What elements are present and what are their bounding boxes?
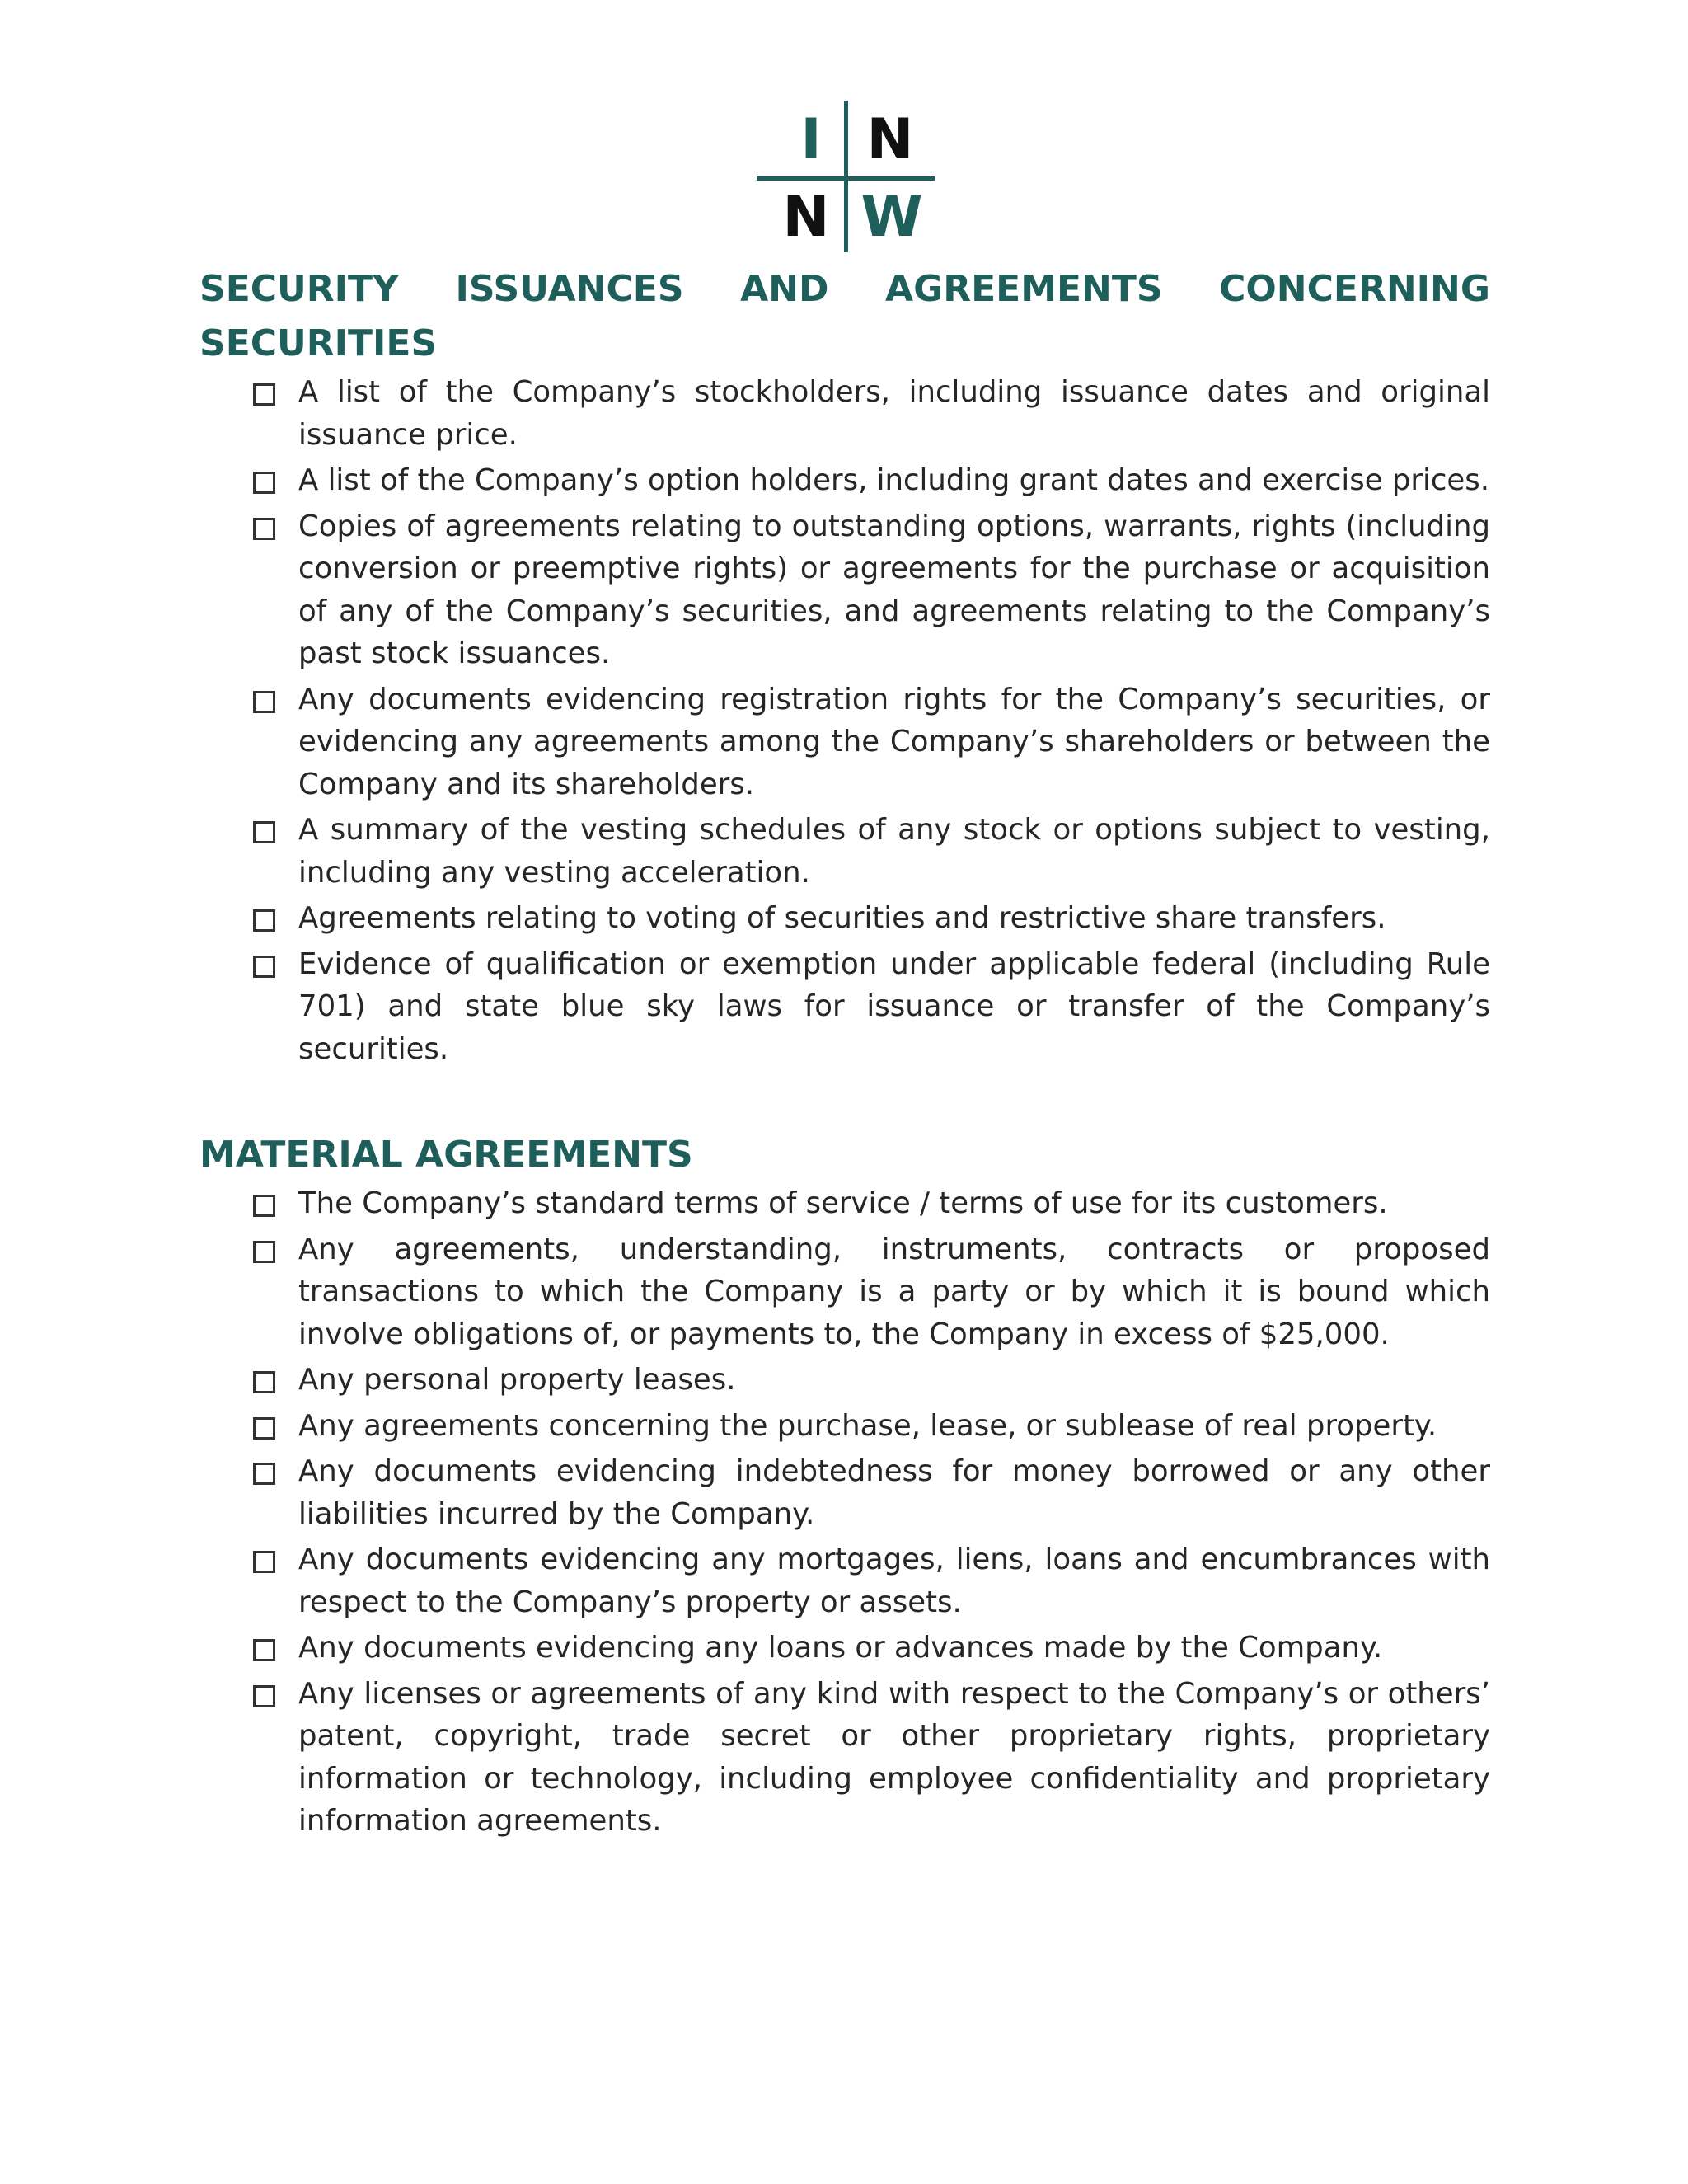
checklist-item-text: Agreements relating to voting of securities and restrictive share transfers. [298, 901, 1386, 935]
checklist-item-text: Any agreements concerning the purchase, lease, or sublease of real property. [298, 1408, 1437, 1443]
checklist-item [199, 371, 1490, 456]
checklist-item-text: Evidence of qualification or exemption under applicable federal (including Rule 701) and state blue sky laws for issuance or transfer of the Company’s securities. [298, 946, 1490, 1066]
checkbox[interactable] [253, 472, 275, 494]
checkbox[interactable] [253, 1551, 275, 1573]
checklist-item-text: Any licenses or agreements of any kind with respect to the Company’s or others’ patent, copyright, trade secret or other proprietary rights, proprietary information or technology, including employee confidentiality and proprietary information agreements. [298, 1676, 1490, 1838]
logo-letter-n-top: N [866, 107, 914, 172]
checklist-item-text: A list of the Company’s stockholders, including issuance dates and original issuance price. [298, 375, 1490, 452]
checklist-item-text: Any documents evidencing any mortgages, liens, loans and encumbrances with respect to the Company’s property or assets. [298, 1543, 1490, 1619]
logo-letter-n-bottom: N [782, 185, 830, 250]
section-title-security-issuances [199, 262, 1490, 371]
checklist-item [199, 1673, 1490, 1843]
checkbox[interactable] [253, 909, 275, 932]
checklist-item [199, 1538, 1490, 1623]
checklist-item-text: Any personal property leases. [298, 1363, 736, 1397]
checkbox[interactable] [253, 1417, 275, 1440]
checkbox[interactable] [253, 1195, 275, 1217]
checklist-item-text: Copies of agreements relating to outstanding options, warrants, rights (including conversion or preemptive rights) or agreements for the purchase or acquisition of any of the Company’s securities, and agreements relating to the Company’s past stock issuances. [298, 509, 1490, 670]
checkbox[interactable] [253, 1685, 275, 1707]
checklist-item-text: Any agreements, understanding, instruments, contracts or proposed transactions to which the Company is a party or by which it is bound which involve obligations of, or payments to, the Company in excess of $25,000. [298, 1232, 1490, 1351]
checkbox[interactable] [253, 1371, 275, 1393]
section-title-material-agreements [199, 1128, 1490, 1182]
checklist-material-agreements [199, 1182, 1490, 1843]
checkbox[interactable] [253, 956, 275, 978]
checkbox[interactable] [253, 1241, 275, 1263]
checkbox[interactable] [253, 691, 275, 713]
company-logo [757, 99, 935, 257]
checklist-item-text: Any documents evidencing any loans or advances made by the Company. [298, 1631, 1383, 1665]
checklist-item [199, 1359, 1490, 1402]
checkbox[interactable] [253, 1463, 275, 1485]
checklist-item [199, 1228, 1490, 1356]
section-title-line: SECURITIES [199, 322, 438, 364]
section-title-line: MATERIAL AGREEMENTS [199, 1134, 693, 1176]
checklist-item [199, 1627, 1490, 1670]
checkbox[interactable] [253, 821, 275, 843]
checklist-item-text: The Company’s standard terms of service / terms of use for its customers. [298, 1186, 1388, 1220]
document-body [199, 262, 1490, 1846]
checkbox[interactable] [253, 383, 275, 406]
checklist-item [199, 459, 1490, 502]
checklist-item [199, 505, 1490, 675]
checklist-item [199, 943, 1490, 1071]
checklist-item [199, 1182, 1490, 1225]
logo-letter-i: I [800, 107, 822, 172]
checklist-item [199, 897, 1490, 940]
checkbox[interactable] [253, 518, 275, 540]
checklist-item [199, 1450, 1490, 1535]
checklist-item [199, 679, 1490, 806]
logo-horizontal-rule [757, 176, 935, 181]
checklist-item-text: Any documents evidencing indebtedness for money borrowed or any other liabilities incurred by the Company. [298, 1454, 1490, 1531]
checklist-item [199, 809, 1490, 894]
checklist-item-text: A list of the Company’s option holders, including grant dates and exercise prices. [298, 463, 1490, 497]
checklist-item-text: A summary of the vesting schedules of any stock or options subject to vesting, including any vesting acceleration. [298, 813, 1490, 890]
checklist-security-issuances [199, 371, 1490, 1070]
logo-letter-w: W [860, 185, 923, 250]
section-title-line: SECURITY ISSUANCES AND AGREEMENTS CONCERNING [199, 268, 1490, 310]
checklist-item-text: Any documents evidencing registration rights for the Company’s securities, or evidencing any agreements among the Company’s shareholders or between the Company and its shareholders. [298, 682, 1490, 801]
checkbox[interactable] [253, 1639, 275, 1661]
checklist-item [199, 1405, 1490, 1448]
